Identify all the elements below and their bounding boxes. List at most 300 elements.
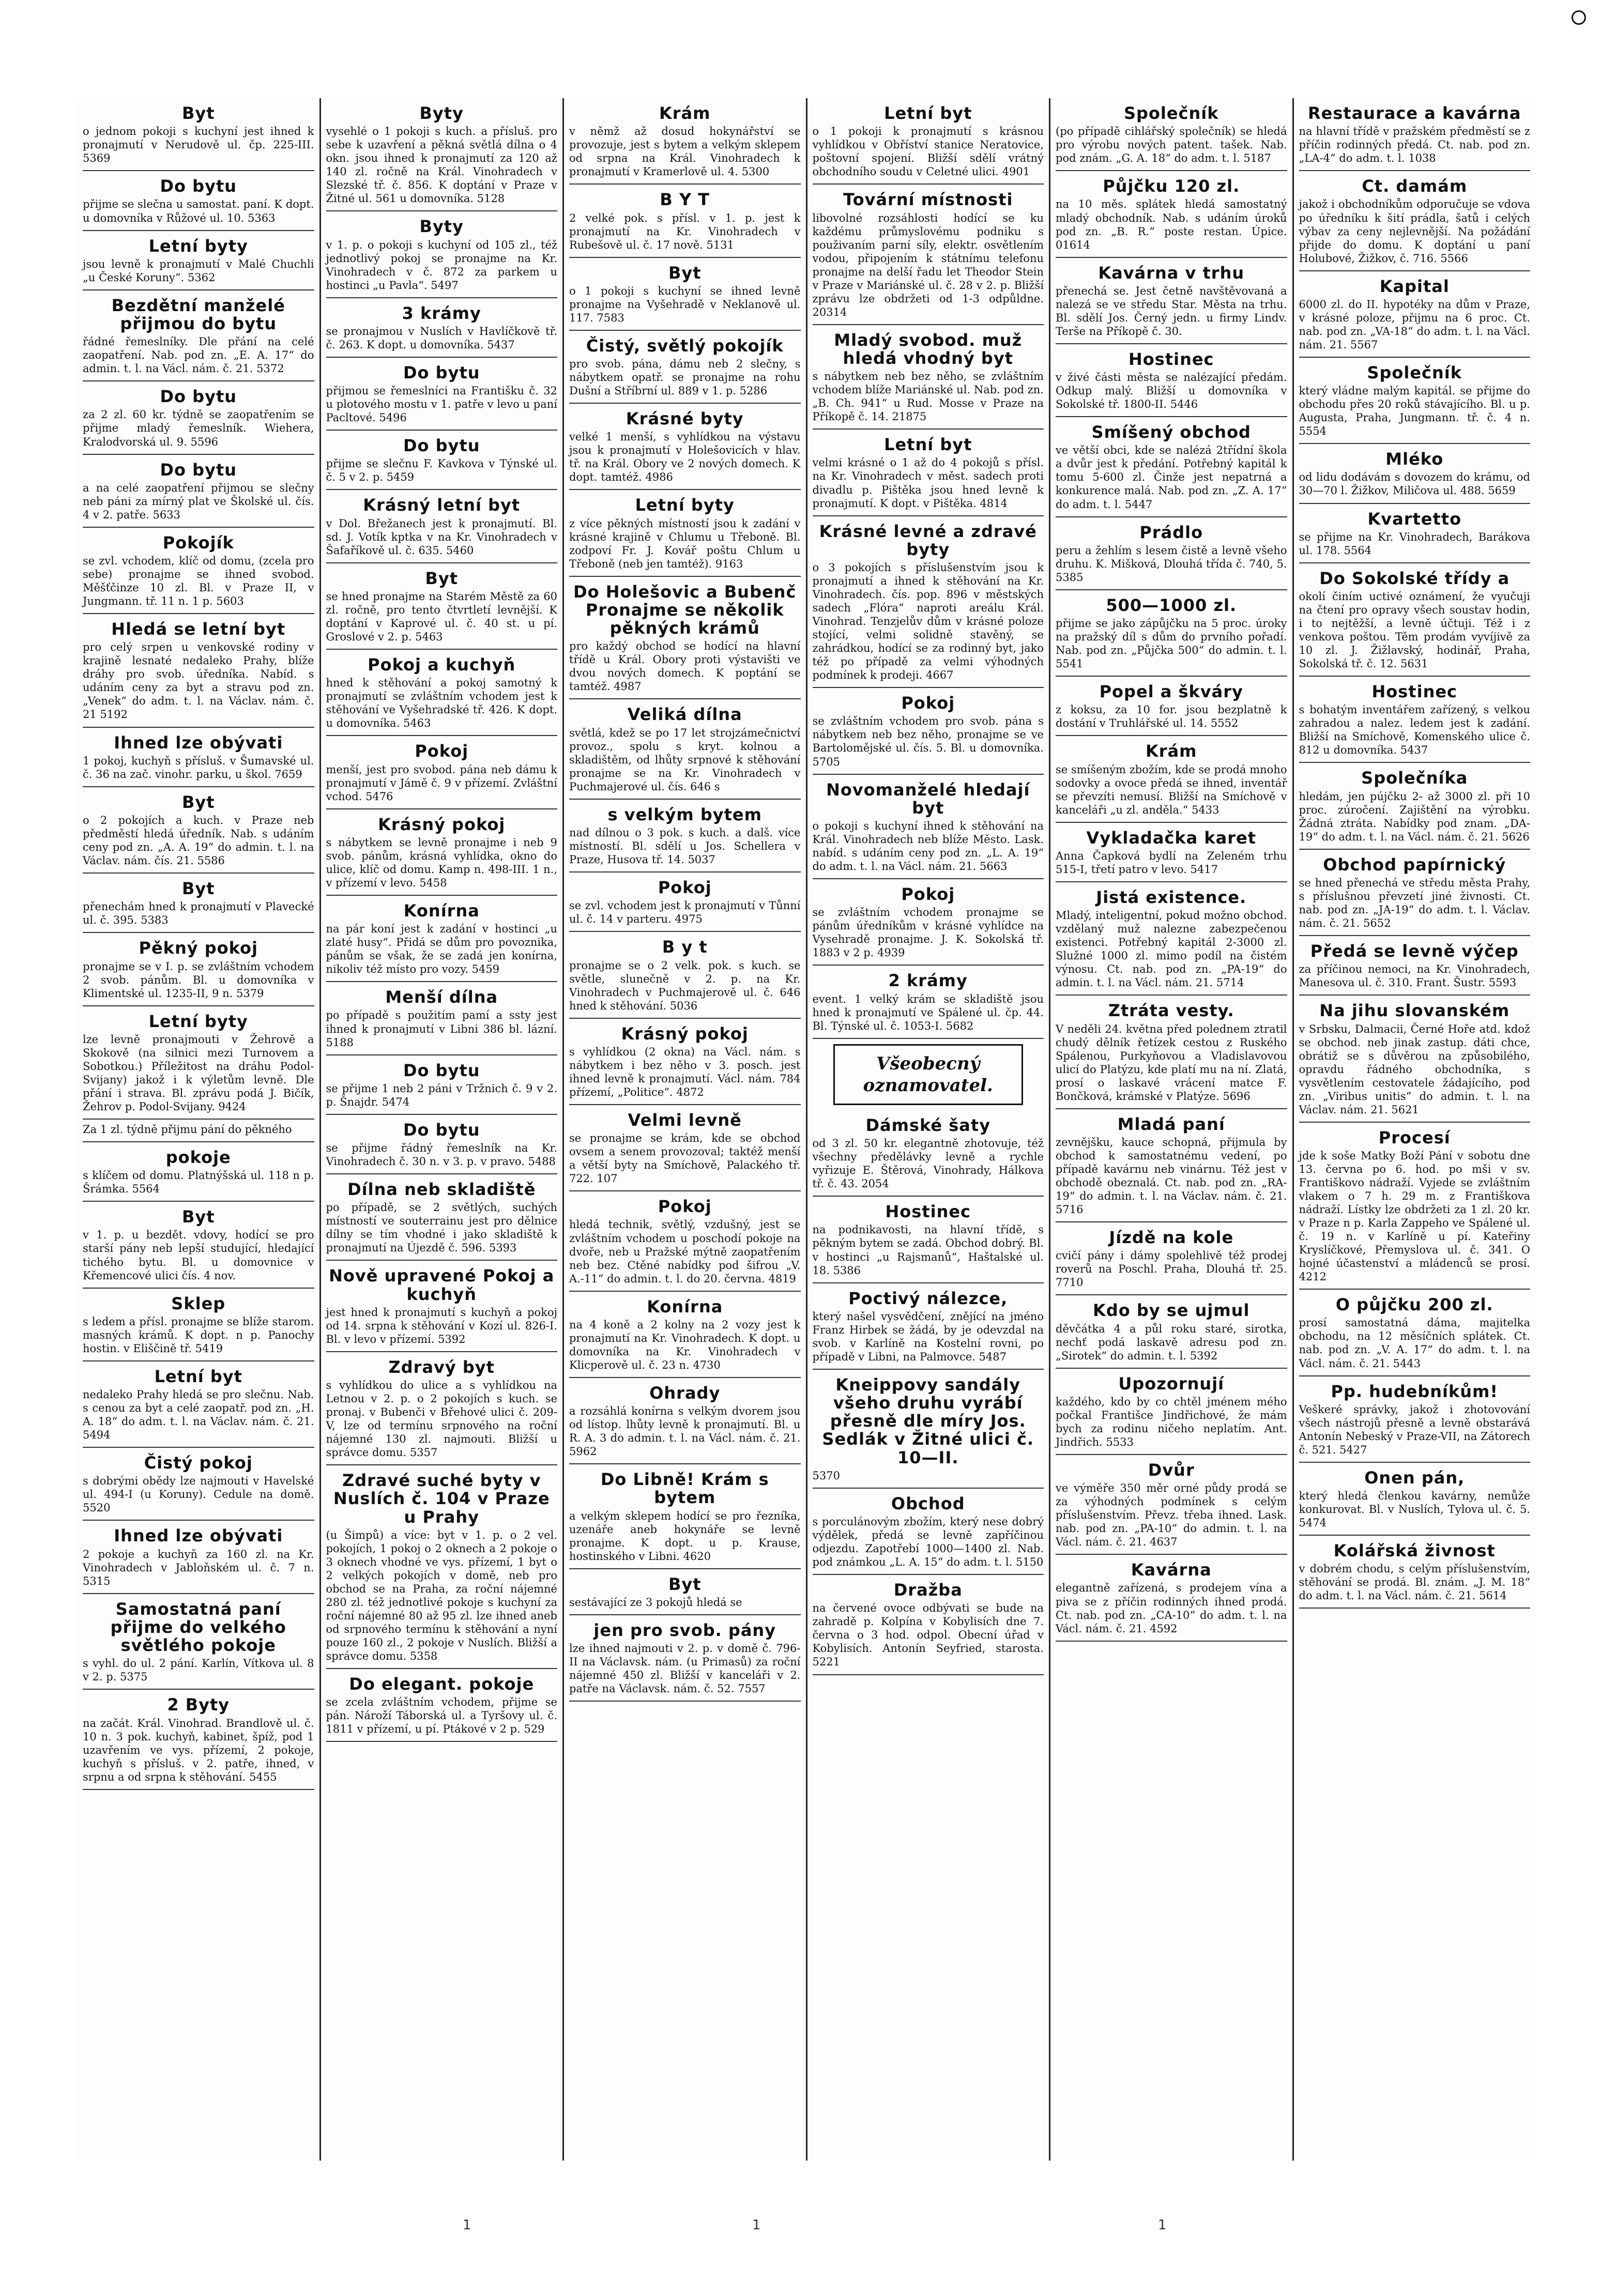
- ad-heading: Mladá paní: [1117, 1114, 1225, 1134]
- ad-body: o 1 pokoji s kuchyní se ihned levně pronajme na Vyšehradě v Neklanově ul. 117. 7583: [569, 284, 801, 324]
- classified-ad: [1056, 736, 1287, 822]
- ad-body: s nábytkem se levně pronajme i neb 9 svob. pánům, krásná vyhlídka, okno do ulice, klíč od domu. Kamp n. 498-III. 1 n., v přízemí v levo. 5458: [326, 836, 557, 889]
- ad-body: s porculánovým zbožím, který nese dobrý výdělek, předá se levně zapříčinou odjezdu. Zapotřebí 1000—1400 zl. Nab. pod známkou „L. A. 15“ do adm. t. l. 5150: [812, 1516, 1044, 1569]
- ad-body: a na celé zaopatření přijmou se slečny neb páni za mírný plat ve Školské ul. čís. 4 v 2. patře. 5633: [83, 481, 314, 521]
- classified-ad: [1299, 504, 1531, 563]
- ad-heading: Krásný pokoj: [378, 814, 506, 834]
- classified-ad: [813, 430, 1044, 516]
- ad-body: libovolné rozsáhlosti hodící se ku každému průmyslovému podniku s použivaním parní síly, elektr. osvětlením vodou, připojením k státnímu telefonu pronajme na delší řadu let Theodor Stein v Praze v Mariánské ul. č. 28 v 2. p. Bližší zprávu lze obdržeti od 1-3 odpůldne. 20314: [812, 211, 1044, 318]
- ad-body: v dobrém chodu, s celým příslušenstvím, stěhování se prodá. Bl. znám. „J. M. 18“ do adm. t. l. na Václ. nám. č. 21. 5614: [1299, 1563, 1530, 1602]
- classified-ad: [1299, 936, 1531, 996]
- ad-heading: Krám: [659, 103, 711, 123]
- ad-heading: Do Holešovic a Bubenč Pronajme se několik pěkných krámů: [573, 581, 797, 638]
- classified-ad: [83, 98, 314, 171]
- ad-body: a velkým sklepem hodící se pro řezníka, uzenáře aneb hokynáře se levně pronajme. K dopt. u p. Krause, hostinského v Libni. 4620: [569, 1509, 801, 1563]
- ad-heading: Ct. damám: [1362, 176, 1468, 196]
- ad-body: po případě, se 2 světlých, suchých místností ve souterrainu jest pro dělnice dílny se tím vhodné i jako skladiště k pronajmutí na Újezdě č. 596. 5393: [326, 1201, 557, 1254]
- classified-ad: [1299, 850, 1531, 936]
- classified-ad: [1056, 344, 1287, 417]
- ad-body: s vyhlídkou do ulice a s vyhlídkou na Letnou v 2. p. o 2 pokojích s kuch. se pronaj. v Bubenči v Břehové ulici č. 209-V, lze od termínu srpnového na roční nájemné 130 zl. najmouti. Bližší u správce domu. 5357: [326, 1379, 557, 1459]
- ad-heading: Pěkný pokoj: [139, 938, 258, 958]
- ad-heading: pokoje: [165, 1147, 231, 1167]
- classified-ad: [813, 98, 1044, 185]
- ad-heading: 2 krámy: [888, 971, 968, 991]
- classified-ad: [813, 1283, 1044, 1370]
- ad-heading: Ihned lze obývati: [114, 1526, 283, 1546]
- ad-heading: Do bytu: [403, 362, 480, 382]
- ad-body: řádné řemeslníky. Dle přání na celé zaopatření. Nab. pod zn. „E. A. 17“ do admin. t. l. na Václ. nám. č. 21. 5372: [83, 335, 314, 375]
- classified-ad: [569, 873, 801, 932]
- classified-ad: [326, 98, 558, 211]
- classified-ad: [813, 688, 1044, 774]
- ad-heading: 500—1000 zl.: [1106, 595, 1237, 615]
- ad-heading: Kneippovy sandály všeho druhu vyrábí přesně dle míry Jos. Sedlák v Žitné ulici č. 10—II.: [822, 1374, 1034, 1467]
- classified-ad: [326, 736, 558, 809]
- ad-heading: Poctivý nálezce,: [848, 1288, 1008, 1308]
- ad-body: přenechá se. Jest četně navštěvovaná a nalezá se ve středu Star. Města na trhu. Bl. sdělí Jos. Černý jedn. u firmy Lindv. Terše na Příkopě č. 30.: [1056, 284, 1287, 338]
- classified-ad: [83, 1361, 314, 1448]
- ad-heading: Byty: [419, 217, 464, 237]
- ad-heading: Krásný letní byt: [363, 495, 521, 515]
- classified-ad: [1056, 1295, 1287, 1368]
- ad-body: zevnějšku, kauce schopná, přijmula by obchod k samostatnému vedení, po případě kavárnu neb vinárnu. Též jest v obchodě obeznalá. Ct. nab. pod zn. „RA-19“ do admin. t. l. na Václav. nám. č. 21. 5716: [1056, 1136, 1287, 1216]
- classified-ad: [326, 896, 558, 982]
- classified-ad: [326, 431, 558, 490]
- ad-body: od lidu dodávám s dovozem do krámu, od 30—70 l. Žižkov, Miličova ul. 488. 5659: [1299, 471, 1530, 497]
- ad-body: s bohatým inventářem zařízený, s velkou zahradou a nalez. ledem jest k zadání. Bližší na Smíchově, Komenského ulice č. 812 u domovníka. 5437: [1299, 703, 1530, 757]
- ad-body: se pronajme se krám, kde se obchod ovsem a senem provozoval; taktéž menší a větší byty na Smíchově, Palackého tř. 722. 107: [569, 1132, 801, 1185]
- classified-ad: [1056, 1455, 1287, 1555]
- column-3: [564, 98, 807, 2161]
- classified-ad: [83, 171, 314, 231]
- classified-ad: [1056, 1369, 1287, 1455]
- classified-ad: [569, 1191, 801, 1291]
- ad-body: lze ihned najmouti v 2. p. v domě č. 796-II na Václavsk. nám. (u Primasů) za roční nájemné 450 zl. Bližší v kanceláři v 2. patře na Václavsk. nám. č. 52. 7557: [569, 1642, 801, 1695]
- classified-ad: [326, 1465, 558, 1669]
- ad-heading: Do Sokolské třídy a: [1319, 568, 1510, 588]
- classified-ad: [83, 874, 314, 933]
- ad-heading: Dražba: [893, 1580, 963, 1600]
- classified-ad: [569, 258, 801, 331]
- ad-heading: Byt: [181, 879, 215, 899]
- classified-ad: [83, 381, 314, 454]
- ad-heading: Byt: [425, 568, 459, 588]
- classified-ad: [813, 516, 1044, 688]
- ad-heading: Čistý pokoj: [144, 1453, 253, 1473]
- classified-ad: [569, 185, 801, 257]
- ad-heading: B y t: [662, 937, 708, 957]
- ad-body: každého, kdo by co chtěl jménem mého počkal Františce Jindřichové, že mám bych za rodinu ničeho neplatím. Ant. Jindřich. 5533: [1056, 1395, 1287, 1448]
- ad-heading: O půjčku 200 zl.: [1335, 1295, 1493, 1315]
- ad-body: s vyhl. do ul. 2 pání. Karlín, Vítkova ul. 8 v 2. p. 5375: [83, 1657, 314, 1683]
- classified-ad: [326, 982, 558, 1055]
- classified-ad: [83, 1448, 314, 1521]
- ad-body: o 2 pokojích a kuch. v Praze neb předměstí hledá úředník. Nab. s udáním ceny pod zn. „A. A. 19“ do admin. t. l. na Václav. nám. čís. 21. 5586: [83, 814, 314, 867]
- ad-heading: Kvartetto: [1367, 509, 1462, 529]
- ad-body: se přijme řádný řemeslník na Kr. Vinohradech č. 30 n. v 3. p. v pravo. 5488: [326, 1142, 557, 1168]
- ad-body: s klíčem od domu. Platnýšská ul. 118 n p. Šrámka. 5564: [83, 1169, 314, 1196]
- classified-ad: [83, 933, 314, 1006]
- classified-ad: [569, 1464, 801, 1569]
- ad-heading: Letní byt: [884, 103, 972, 123]
- classified-ad: [1056, 996, 1287, 1109]
- ad-body: cvičí pány i dámy spolehlivě též prodej roverů na Poschl. Praha, Dlouhá tř. 25. 7710: [1056, 1249, 1287, 1289]
- ad-body: se přijme na Kr. Vinohradech, Barákova ul. 178. 5564: [1299, 530, 1530, 557]
- ad-heading: Do bytu: [160, 460, 237, 480]
- ad-heading: Popel a škváry: [1099, 682, 1243, 702]
- ad-heading: Mléko: [1385, 449, 1444, 469]
- ad-heading: Zdravý byt: [388, 1357, 495, 1377]
- ad-body: za 2 zl. 60 kr. týdně se zaopatřením se přijme mladý řemeslník. Wiehera, Kralodvorská ul. 9. 5596: [83, 408, 314, 448]
- ad-heading: Krám: [1145, 741, 1197, 761]
- ad-heading: Hostinec: [1128, 349, 1214, 369]
- ad-heading: Mladý svobod. muž hledá vhodný byt: [834, 330, 1023, 368]
- edge-mark: 1: [463, 2217, 471, 2233]
- ad-body: jde k soše Matky Boží Pání v sobotu dne 13. června po 6. hod. po mši v sv. Františkovo nádraží. Vyjede se zvláštním vlakem o 7 h. 29 m. z Františkova nádraží. Lístky lze obdržeti za 1 zl. 20 kr. v Praze n p. Karla Zappeho ve Spálené ul. č. 19 n. v Karlíně u pí. Kateřiny Kryslíčkové, Přemyslova ul. č. 341. O hojné účastenství a mládenců se prosí. 4212: [1299, 1149, 1530, 1283]
- ad-body: nedaleko Prahy hledá se pro slečnu. Nab. s cenou za byt a celé zaopatř. pod zn. „H. A. 18“ do adm. t. l. na Václav. nám. č. 21. 5494: [83, 1388, 314, 1442]
- ad-body: světlá, kdež se po 17 let strojzámečnictví provoz., spolu s kryt. kolnou a skladištěm, od lhůty srpnové k stěhování pronajme se na Kr. Vinohradech v Puchmajerové ul. čís. 646 s: [569, 726, 801, 793]
- column-5: [1050, 98, 1294, 2161]
- classified-ad: [326, 358, 558, 431]
- ad-heading: Byt: [668, 263, 702, 283]
- ad-heading: Smíšený obchod: [1091, 422, 1251, 442]
- ad-body: po případě s použitím pamí a ssty jest ihned k pronajmutí v Libni 386 bl. lázní. 5188: [326, 1009, 557, 1049]
- ad-body: (u Šimpů) a více: byt v 1. p. o 2 vel. pokojích, 1 pokoj o 2 oknech a 2 pokoje o 3 oknech vhodné ve vys. přízemí, 1 byt o 2 velkých pokojích v domě, neb pro obchod se na Praha, za roční nájemné 280 zl. též jednotlivé pokoje s kuchyní za roční nájemné 80 až 95 zl. lze ihned aneb od srpnového termínu k stěhování a nyní pouze 160 zl., 2 pokoje v Nuslích. Bližší a správce domu. 5358: [326, 1528, 557, 1663]
- classified-ad: [1299, 763, 1531, 849]
- classified-ad: [833, 1044, 1024, 1105]
- ad-heading: Sklep: [171, 1293, 226, 1313]
- ad-body: v živé části města se nalézající předám. Odkup malý. Bližší u domovníka v Sokolské tř. 1800-II. 5446: [1056, 371, 1287, 411]
- ad-heading: Veliká dílna: [627, 705, 742, 725]
- ad-heading: Letní byty: [148, 236, 248, 256]
- classified-ad: [569, 577, 801, 700]
- ad-body: 1 pokoj, kuchyň s přísluš. v Šumavské ul. č. 36 na zač. vinohr. parku, u škol. 7659: [83, 754, 314, 780]
- ad-heading: s velkým bytem: [607, 804, 762, 824]
- ad-body: se hned pronajme na Starém Městě za 60 zl. ročně, pro tento čtvrtletí levnější. K doptání v Kaprové ul. č. 40 st. u pí. Groslové v 2. p. 5463: [326, 590, 557, 644]
- classified-ad: [326, 563, 558, 650]
- classified-ad: [1056, 98, 1287, 171]
- ad-heading: Konírna: [403, 900, 480, 921]
- classified-ad: [1056, 677, 1287, 736]
- ad-body: v němž až dosud hokynářství se provozuje, jest s bytem a velkým sklepem od srpna na Král. Vinohradech k pronajmutí v Kramerlově ul. 4. 5300: [569, 125, 801, 178]
- ad-heading: Velmi levně: [628, 1110, 742, 1130]
- classified-ad: [326, 1174, 558, 1261]
- ad-body: jest hned k pronajmutí s kuchyň a pokoj od 14. srpna k stěhování v Kozí ul. 826-I. Bl. v levo v přízemí. 5392: [326, 1306, 557, 1345]
- classified-ad: [1299, 1463, 1531, 1536]
- classified-ad: [813, 775, 1044, 880]
- ad-body: v 1. p. u bezdět. vdovy, hodící se pro starší pány neb lepší studující, hledající tichého bytu. Bl. u domovnice v Křemencové ulici čís. 4 nov.: [83, 1229, 314, 1282]
- newspaper-page: [78, 98, 1535, 2161]
- ad-heading: Kapital: [1379, 276, 1450, 296]
- classified-ad: [1299, 563, 1531, 677]
- classified-ad: [83, 1202, 314, 1288]
- ad-body: pro celý srpen u venkovské rodiny v krajině lesnaté nedaleko Prahy, blíže dráhy pro svob. úředníka. Nabíd. s udáním ceny za byt a stravu pod zn. „Venek“ do adm. t. l. na Václav. nám. č. 21 5192: [83, 641, 314, 721]
- ad-heading: Byty: [419, 103, 464, 123]
- ad-body: se zvláštním vchodem pronajme se pánům úředníkům v krásné vyhlídce na Vysehradě pronajme. J. K. Sokolská tř. 1883 v 2 p. 4939: [812, 906, 1044, 959]
- ad-body: přijme se slečna u samostat. paní. K dopt. u domovníka v Růžové ul. 10. 5363: [83, 198, 314, 224]
- ad-body: 2 pokoje a kuchyň za 160 zl. na Kr. Vinohradech v Jabloňském ul. č. 7 n. 5315: [83, 1548, 314, 1587]
- ad-body: Anna Čapková bydlí na Zeleném trhu 515-I, třetí patro v levo. 5417: [1056, 849, 1287, 876]
- binding-hole: [1572, 10, 1586, 25]
- classified-ad: [326, 1352, 558, 1465]
- ad-heading: Byt: [181, 1207, 215, 1227]
- ad-heading: Menší dílna: [385, 987, 498, 1007]
- classified-ad: [569, 331, 801, 404]
- classified-ad: [1056, 590, 1287, 677]
- ad-body: hned k stěhování a pokoj samotný k pronajmutí se zvláštním vchodem jest k stěhování ve Vyšehradské tř. 426. K dopt. u domovníka. 5463: [326, 677, 557, 730]
- ad-body: a rozsáhlá konírna s velkým dvorem jsou od lístop. lhůty levně k pronajmutí. Bl. u R. A. 3 do admin. t. l. na Václ. nám. č. 21. 5962: [569, 1405, 801, 1458]
- classified-ad: [83, 528, 314, 614]
- ad-heading: Pokoj: [901, 884, 955, 905]
- ad-heading: Letní byt: [154, 1366, 242, 1386]
- ad-body: vysehlé o 1 pokoji s kuch. a přísluš. pro sebe k uzavření a pěkná světlá dílna o 4 okn. jsou ihned k pronajmutí za 120 až 140 zl. ročně na Král. Vinohradech v Slezské tř. č. 856. K doptání v Praze v Žitné ul. 561 u domovníka. 5128: [326, 125, 557, 205]
- classified-ad: [83, 1690, 314, 1789]
- classified-ad: [813, 1197, 1044, 1283]
- ad-heading: Restaurace a kavárna: [1308, 103, 1521, 123]
- ad-heading: Bezdětní manželé přijmou do bytu: [111, 295, 285, 333]
- ad-body: na podnikavosti, na hlavní třídě, s pěkným bytem se zadá. Obchod dobrý. Bl. v hostinci „u Rajsmanů“, Haštalské ul. 18. 5386: [812, 1223, 1044, 1277]
- ad-body: pro každý obchod se hodící na hlavní třídě u Král. Obory proti výstavišti ve dvou nových domech. K poptání se tamtéž. 4987: [569, 640, 801, 693]
- ad-heading: Dámské šaty: [865, 1115, 991, 1135]
- ad-heading: Dílna neb skladiště: [347, 1180, 536, 1200]
- ad-body: z více pěkných místností jsou k zadání v krásné krajině v Chlumu u Třeboně. Bl. zodpoví Fr. J. Kovář poštu Chlum u Třeboně (neb jen tamtéž). 9163: [569, 517, 801, 570]
- classified-ad: [1056, 823, 1287, 882]
- ad-heading: Předá se levně výčep: [1310, 941, 1519, 961]
- classified-ad: [813, 1575, 1044, 1675]
- ad-body: s nábytkem neb bez něho, se zvláštním vchodem blíže Mariánské ul. Nab. pod zn. „B. Ch. 941“ u Rud. Mosse v Praze na Příkopě č. 14. 21875: [812, 370, 1044, 423]
- classified-ad: [83, 1120, 314, 1142]
- ad-heading: Pokoj: [658, 1197, 712, 1217]
- ad-heading: Nově upravené Pokoj a kuchyň: [329, 1266, 555, 1304]
- ad-body: peru a žehlím s lesem čistě a levně všeho druhu. K. Mišková, Dlouhá třída č. 740, 5. 5385: [1056, 544, 1287, 584]
- column-2: [321, 98, 565, 2161]
- classified-ad: [813, 1110, 1044, 1197]
- classified-ad: [326, 298, 558, 358]
- ad-heading: Vykladačka karet: [1086, 828, 1257, 848]
- ad-body: jakož i obchodníkům odporučuje se vdova po úředníku k šití prádla, šatů i celých výbav za ceny nejlevnější. Na požádání přijde do domu. K doptání u paní Holubové, Žižkov, č. 716. 5566: [1299, 198, 1530, 265]
- classified-ad: [1299, 444, 1531, 503]
- ad-body: Za 1 zl. týdně přijmu pání do pěkného: [83, 1123, 292, 1136]
- ad-body: děvčátka 4 a půl roku staré, sirotka, nechť podá laskavě adresu pod zn. „Sirotek“ do admin. t. l. 5392: [1056, 1322, 1287, 1362]
- classified-ad: [83, 1142, 314, 1202]
- ad-heading: Do Libně! Krám s bytem: [600, 1470, 769, 1508]
- ad-heading: Hostinec: [1371, 682, 1458, 702]
- ad-heading: Letní byty: [635, 495, 735, 515]
- classified-ad: [813, 325, 1044, 430]
- classified-ad: [1299, 1123, 1531, 1290]
- ad-heading: Kdo by se ujmul: [1093, 1300, 1250, 1321]
- ad-body: Veškeré správky, jakož i zhotovování všech nástrojů přesně a levně obstarává Antonín Nebeský v Praze-VII, na Zátorech č. 521. 5427: [1299, 1403, 1530, 1456]
- ad-body: na pár koní jest k zadání v hostinci „u zlaté husy“. Přidá se dům pro povoznika, pánům se však, že se zadá jen konírna, nikoliv též místo pro vozy. 5459: [326, 923, 557, 976]
- ad-heading: jen pro svob. pány: [593, 1620, 776, 1640]
- classified-ad: [1056, 258, 1287, 344]
- ad-heading: Do bytu: [160, 176, 237, 196]
- classified-ad: [1056, 417, 1287, 517]
- ad-body: na 10 měs. splátek hledá samostatný mladý obchodník. Nab. s udáním úroků pod zn. „B. R.“ poste restan. Úpice. 01614: [1056, 198, 1287, 251]
- ad-heading: Společník: [1123, 103, 1219, 123]
- ad-body: z koksu, za 10 for. jsou bezplatně k dostání v Truhlářské ul. 14. 5552: [1056, 703, 1287, 730]
- classified-ad: [1299, 358, 1531, 444]
- classified-ad: [1299, 677, 1531, 763]
- ad-heading: Kolářská živnost: [1333, 1541, 1496, 1561]
- ad-body: lze levně pronajmouti v Žehrově a Skokově (na silnici mezi Turnovem a Sobotkou.) Příležitost na dráhu Podol-Svijany) jakož i k výletům levně. Dle přání i strava. Bl. zprávu podá J. Bičík, Žehrov p. Podol-Svijany. 9424: [83, 1033, 314, 1113]
- classified-ad: [1299, 1376, 1531, 1463]
- classified-ad: [813, 879, 1044, 966]
- classified-ad: [569, 1292, 801, 1378]
- classified-ad: [1299, 996, 1531, 1122]
- ad-heading: Jízdě na kole: [1109, 1228, 1234, 1248]
- ad-heading: Pokoj a kuchyň: [368, 655, 516, 675]
- ad-body: na 4 koně a 2 kolny na 2 vozy jest k pronajmutí na Kr. Vinohradech. K dopt. u domovníka na Kr. Vinohradech v Klicperově ul. č. 23 n. 4730: [569, 1318, 801, 1371]
- ad-heading: Byt: [181, 103, 215, 123]
- ad-body: o 3 pokojích s příslušenstvím jsou k pronajmutí a ihned k stěhování na Kr. Vinohradech. čís. pop. 896 v městských sadech „Flóra“ naproti areálu Král. Vinohrad. Tenzjelův dům v krásné poloze stojící, velmi solidně stavěný, se zahrádkou, hodící se za rodinný byt, jako též po případě za velmi výhodných podmínek k prodeji. 4667: [812, 561, 1044, 682]
- ad-heading: 3 krámy: [402, 303, 481, 323]
- classified-ad: [83, 614, 314, 727]
- ad-body: sestávající ze 3 pokojů hledá se: [569, 1596, 742, 1609]
- classified-ad: [813, 1489, 1044, 1575]
- ad-heading: Ohrady: [649, 1383, 721, 1403]
- classified-ad: [83, 728, 314, 787]
- ad-body: velmi krásné o 1 až do 4 pokojů s přísl. na Kr. Vinohradech v měst. sadech proti divadlu p. Pištěka jsou hned levně k pronajmutí. K dopt. v Pištěka. 4814: [812, 456, 1044, 510]
- classified-ad: [1299, 171, 1531, 271]
- classified-ad: [326, 1055, 558, 1115]
- ad-heading: Obchod papírnický: [1323, 854, 1506, 875]
- ad-heading: Pokoj: [415, 741, 469, 761]
- classified-ad: [569, 1019, 801, 1105]
- ad-body: který vládne malým kapitál. se přijme do obchodu přes 20 roků stávajícího. Bl. u p. Augusta, Praha, Jungmann. tř. č. 4 n. 5554: [1299, 385, 1530, 438]
- ad-body: 5370: [812, 1469, 840, 1482]
- ad-heading: Ihned lze obývati: [114, 732, 283, 753]
- ad-heading: Společníka: [1361, 768, 1468, 788]
- ad-body: ve výměře 350 měr orné půdy prodá se za výhodných podmínek s celým příslušenstvím. Převz. třeba ihned. Lask. nab. pod zn. „PA-10“ do admin. t. l. na Václ. nám. č. 21. 4637: [1056, 1482, 1287, 1549]
- ad-body: s ledem a přísl. pronajme se blíže starom. masných krámů. K dopt. n p. Panochy hostin. v Eliščině tř. 5419: [83, 1315, 314, 1355]
- ad-body: Mladý, inteligentní, pokud možno obchod. vzdělaný muž nalezne zabezpečenou existenci. Potřebný kapitál 2-3000 zl. Služné 1000 zl. mimo podíl na čistém výnosu. Ct. nab. pod zn. „PA-19“ do admin. t. l. na Václ. nám. 21. 5714: [1056, 909, 1287, 989]
- ad-heading: Pokoj: [658, 878, 712, 898]
- classified-ad: [1056, 882, 1287, 996]
- classified-ad: [83, 290, 314, 381]
- classified-ad: [1056, 1222, 1287, 1295]
- ad-heading: Onen pán,: [1364, 1467, 1465, 1488]
- ad-body: okolí činím uctivé oznámení, že vyučuji na čtení pro opravy všech soustav hodin, i to nejtěžší, a levně účtuji. Též i z venkova poštou. Těm prodám vyvíjivě za 10 zl. J. Žižlavský, hodinář, Praha, Sokolská tř. č. 12. 5631: [1299, 590, 1530, 670]
- ad-heading: Byt: [181, 792, 215, 812]
- column-4: [807, 98, 1051, 2161]
- ad-body: který našel vysvědčení, znějící na jméno Franz Hirbek se žádá, by je odevzdal na svob. v Karlíně na Kostelní rovni, po případě v Libni, na Palmovce. 5487: [812, 1310, 1044, 1363]
- ad-heading: Pp. hudebníkům!: [1331, 1381, 1498, 1401]
- ad-heading: Novomanželé hledají byt: [826, 779, 1030, 818]
- ad-body: elegantně zařízená, s prodejem vína a piva se z příčin rodinných ihned prodá. Ct. nab. pod zn. „CA-10“ do adm. t. l. na Václ. nám. č. 21. 4592: [1056, 1582, 1287, 1635]
- classified-ad: [569, 404, 801, 490]
- ad-body: se zvl. vchodem, klíč od domu, (zcela pro sebe) pronajme se ihned svobod. Měšťčinze 10 zl. Bl. v Praze II, v Jungmann. tř. 11 n. 1 p. 5603: [83, 555, 314, 608]
- ad-heading: Samostatná paní přijme do velkého světlého pokoje: [110, 1599, 286, 1656]
- ad-heading: Letní byty: [148, 1011, 248, 1031]
- classified-ad: [569, 932, 801, 1018]
- ad-body: přenechám hned k pronajmutí v Plavecké ul. č. 395. 5383: [83, 900, 314, 927]
- ad-body: se zvl. vchodem jest k pronajmutí v Tůnní ul. č. 14 v parteru. 4975: [569, 899, 801, 926]
- ad-heading: Do elegant. pokoje: [349, 1674, 535, 1694]
- classified-ad: [83, 1006, 314, 1120]
- classified-ad: [326, 1115, 558, 1174]
- classified-ad: [569, 490, 801, 576]
- ad-body: menší, jest pro svobod. pána neb dámu k pronajmutí v Jámě č. 9 v přízemí. Zvláštní vchod. 5476: [326, 763, 557, 803]
- ad-heading: Upozornují: [1118, 1373, 1225, 1394]
- classified-ad: [813, 185, 1044, 325]
- classified-ad: [326, 211, 558, 298]
- ad-heading: Krásný pokoj: [621, 1023, 749, 1044]
- ad-body: velké 1 menší, s vyhlídkou na výstavu jsou k pronajmutí v Holešovicích v hlav. tř. na Král. Obory ve 2 nových domech. K dopt. tamtéž. 4986: [569, 431, 801, 484]
- ad-body: s vyhlídkou (2 okna) na Václ. nám. s nábytkem i bez něho v 3. posch. jest ihned levně k pronajmutí. Václ. nám. 784 přízemí, „Politice“. 4872: [569, 1045, 801, 1098]
- classified-ad: [83, 455, 314, 528]
- ad-body: o pokoji s kuchyní ihned k stěhování na Král. Vinohradech neb blíže Město. Lask. nabíd. s udáním ceny pod zn. „L. A. 19“ do adm. t. l. na Václ. nám. 21. 5663: [812, 819, 1044, 873]
- ad-heading: Do bytu: [403, 436, 480, 456]
- ad-heading: Čistý, světlý pokojík: [586, 335, 784, 356]
- ad-heading: Jistá existence.: [1096, 887, 1247, 907]
- classified-ad: [1299, 271, 1531, 358]
- ad-body: ve větší obci, kde se nalézá 2třídní škola a dvůr jest k předání. Potřebný kapitál k tomu 5-600 zl. Činže jest nepatrná a konkurence malá. Nab. pod zn. „Z. A. 17“ do adm. t. l. 5447: [1056, 444, 1287, 511]
- ad-body: se zvláštním vchodem pro svob. pána s nábytkem neb bez něho, pronajme se ve Bartolomějské ul. čís. 5. Bl. u domovníka. 5705: [812, 715, 1044, 768]
- ad-body: přijme se slečnu F. Kavkova v Týnské ul. č. 5 v 2. p. 5459: [326, 457, 557, 484]
- ad-heading: Do bytu: [403, 1120, 480, 1140]
- classified-ad: [1299, 98, 1531, 171]
- ad-body: se zcela zvláštním vchodem, přijme se pán. Nároží Táborská ul. a Tyršovy ul. č. 1811 v přízemí, u pí. Ptákové v 2 p. 529: [326, 1696, 557, 1736]
- ad-body: na červené ovoce odbývati se bude na zahradě p. Kolpína v Kobylisích dne 7. června o 3 hod. odpol. Obecní úřad v Kobylisích. Antonín Seyfried, starosta. 5221: [812, 1602, 1044, 1669]
- ad-body: se hned přenechá ve středu města Prahy, s příslušnou převzetí jiné živnosti. Ct. nab. pod zn. „JA-19“ do adm. t. l. Václav. nám. č. 21. 5652: [1299, 876, 1530, 930]
- ad-body: s dobrými obědy lze najmouti v Havelské ul. 494-I (u Koruny). Cedule na domě. 5520: [83, 1475, 314, 1514]
- edge-mark: 1: [1158, 2217, 1167, 2233]
- ad-heading: Do bytu: [403, 1060, 480, 1080]
- classified-ad: [569, 699, 801, 799]
- column-6: [1294, 98, 1536, 2161]
- ad-heading: B Y T: [660, 190, 710, 210]
- ad-heading: Ztráta vesty.: [1108, 1001, 1234, 1021]
- edge-mark: 1: [752, 2217, 761, 2233]
- ad-body: se pronajmou v Nuslích v Havlíčkově tř. č. 263. K dopt. u domovníka. 5437: [326, 325, 557, 351]
- ad-body: o 1 pokoji k pronajmutí s krásnou vyhlídkou v Obříství stanice Neratovice, poštovní spojení. Bližší sdělí vrátný obchodního soudu v Celetné ulici. 4901: [812, 125, 1044, 178]
- classified-ad: [569, 1615, 801, 1702]
- classified-ad: [1056, 517, 1287, 590]
- ad-body: pronajme se v I. p. se zvláštním vchodem 2 svob. pánům. Bl. u domovníka v Klimentské ul. 1235-II, 9 n. 5379: [83, 960, 314, 1000]
- ad-heading: Na jihu slovanském: [1319, 1001, 1510, 1021]
- ad-heading: Krásné byty: [626, 409, 744, 429]
- ad-heading: Pokoj: [901, 693, 955, 713]
- ad-heading: Prádlo: [1139, 522, 1203, 542]
- ad-heading: Dvůr: [1148, 1460, 1195, 1480]
- ad-heading: Hledá se letní byt: [111, 619, 286, 639]
- ad-body: pronajme se o 2 velk. pok. s kuch. se světle, slunečně v 2. p. na Kr. Vinohradech v Puchmajerově ul. č. 646 hned k stěhování. 5036: [569, 959, 801, 1012]
- ad-heading: Letní byt: [884, 435, 972, 455]
- ad-heading: 2 Byty: [167, 1695, 230, 1715]
- classified-ad: [1056, 171, 1287, 257]
- ad-body: přijme se jako zápůjčku na 5 proc. úroky na pražský díl s dům do prvního pořadí. Nab. pod zn. „Půjčka 500“ do admin. t. l. 5541: [1056, 617, 1287, 670]
- ad-body: od 3 zl. 50 kr. elegantně zhotovuje, též všechny předělávky levně a rychle vyřizuje E. Štěrová, Vinohrady, Hálkova tř. č. 43. 2054: [812, 1137, 1044, 1190]
- classified-ad: [83, 1521, 314, 1594]
- ad-heading: Byt: [668, 1574, 702, 1594]
- ad-body: hledám, jen pújčku 2- až 3000 zl. při 10 proc. zúročení. Zajištění na výrobku. Žádná ztráta. Nabídky pod znam. „DA-19“ do adm. t. l. na Václ. nám. č. 21. 5626: [1299, 790, 1530, 843]
- ad-body: v Srbsku, Dalmacii, Černé Hoře atd. kdož se obchod. neb jinak zastup. dáti chce, obrátiž se s důvěrou na způsobilého, opravdu řádného obchodníka, s vysvětlením cestovatele žádajícího, pod zn. „Viribus unitis“ do admin. t. l. na Václav. nám. 21. 5621: [1299, 1022, 1530, 1116]
- classified-ad: [83, 787, 314, 874]
- ad-body: se smíšeným zbožím, kde se prodá mnoho sodovky a ovoce předá se ihned, inventář se převzíti nemusí. Bližší na Smíchově v kanceláři „u zl. anděla.“ 5433: [1056, 763, 1287, 816]
- classified-ad: [326, 1261, 558, 1352]
- classified-ad: [813, 966, 1044, 1038]
- ad-heading: Procesí: [1378, 1127, 1451, 1147]
- ad-body: na hlavní třídě v pražském předměstí se z příčin rodinných předá. Ct. nab. pod zn. „LA-4“ do adm. t. l. 1038: [1299, 125, 1530, 165]
- ad-heading: Půjčku 120 zl.: [1103, 176, 1240, 196]
- ad-heading: Kavárna v trhu: [1098, 263, 1245, 283]
- classified-ad: [1056, 1109, 1287, 1222]
- ad-body: 6000 zl. do II. hypotéky na dům v Praze, v krásné poloze, přijmu na 6 proc. Ct. nab. pod zn. „VA-18“ do adm. t. l. na Václ. nám. 21. 5567: [1299, 298, 1530, 351]
- ad-body: v Dol. Břežanech jest k pronajmutí. Bl. sd. J. Votík kptka v na Kr. Vinohradech v Šafaříkově ul. č. 635. 5460: [326, 517, 557, 557]
- classified-ad: [569, 98, 801, 185]
- ad-body: 2 velké pok. s přísl. v 1. p. jest k pronajmutí na Kr. Vinohradech v Rubešově ul. č. 17 nově. 5131: [569, 211, 801, 251]
